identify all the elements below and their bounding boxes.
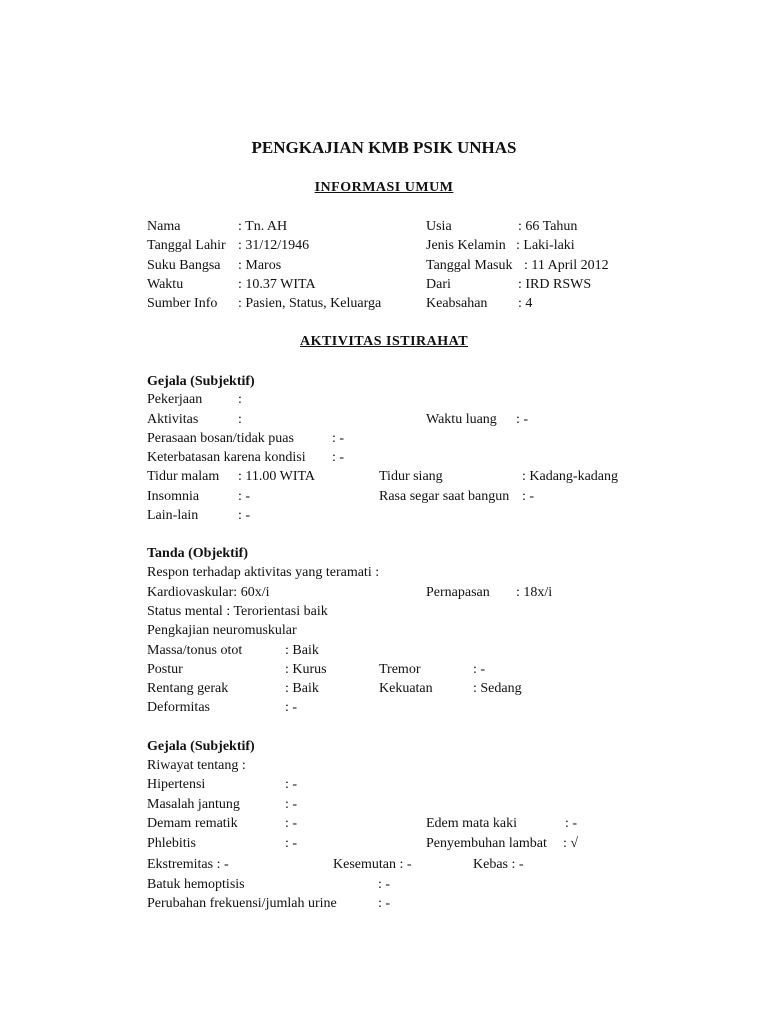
field-value-batuk-hemoptisis: : -: [378, 877, 391, 892]
field-label-hipertensi: Hipertensi: [147, 777, 206, 792]
field-label-sumber-info: Sumber Info: [147, 296, 218, 311]
field-label-keterbatasan: Keterbatasan karena kondisi: [147, 450, 306, 465]
field-label-suku-bangsa: Suku Bangsa: [147, 258, 221, 273]
field-label-rasa-segar: Rasa segar saat bangun: [379, 489, 510, 504]
field-kardiovaskular: Kardiovaskular: 60x/i: [147, 585, 270, 600]
field-label-perasaan-bosan: Perasaan bosan/tidak puas: [147, 431, 294, 446]
field-label-rentang-gerak: Rentang gerak: [147, 681, 229, 696]
respon-aktivitas-text: Respon terhadap aktivitas yang teramati :: [147, 565, 380, 580]
field-value-insomnia: : -: [238, 489, 251, 504]
field-label-jenis-kelamin: Jenis Kelamin: [426, 238, 506, 253]
field-label-waktu: Waktu: [147, 277, 184, 292]
field-label-penyembuhan-lambat: Penyembuhan lambat: [426, 836, 547, 851]
field-label-pekerjaan: Pekerjaan: [147, 392, 203, 407]
field-value-rentang-gerak: : Baik: [285, 681, 319, 696]
field-label-insomnia: Insomnia: [147, 489, 200, 504]
field-value-waktu-luang: : -: [516, 412, 529, 427]
field-value-nama: : Tn. AH: [238, 219, 288, 234]
field-label-masalah-jantung: Masalah jantung: [147, 797, 240, 812]
field-value-jenis-kelamin: : Laki-laki: [516, 238, 575, 253]
field-label-tidur-malam: Tidur malam: [147, 469, 220, 484]
field-label-lain-lain: Lain-lain: [147, 508, 199, 523]
field-value-waktu: : 10.37 WITA: [238, 277, 316, 292]
field-value-perubahan-urine: : -: [378, 896, 391, 911]
field-label-phlebitis: Phlebitis: [147, 836, 197, 851]
field-label-postur: Postur: [147, 662, 183, 677]
field-label-demam-rematik: Demam rematik: [147, 816, 238, 831]
field-value-perasaan-bosan: : -: [332, 431, 345, 446]
subheading-gejala-subjektif: Gejala (Subjektif): [147, 374, 255, 389]
field-value-aktivitas: :: [238, 412, 242, 427]
field-kebas: Kebas : -: [473, 857, 524, 872]
field-value-pernapasan: : 18x/i: [516, 585, 553, 600]
field-label-batuk-hemoptisis: Batuk hemoptisis: [147, 877, 245, 892]
field-label-massa-tonus: Massa/tonus otot: [147, 643, 243, 658]
field-value-demam-rematik: : -: [285, 816, 298, 831]
field-label-waktu-luang: Waktu luang: [426, 412, 497, 427]
field-value-hipertensi: : -: [285, 777, 298, 792]
field-label-dari: Dari: [426, 277, 451, 292]
field-label-nama: Nama: [147, 219, 181, 234]
field-kesemutan: Kesemutan : -: [333, 857, 412, 872]
field-value-deformitas: : -: [285, 700, 298, 715]
field-value-dari: : IRD RSWS: [518, 277, 592, 292]
field-value-penyembuhan-lambat: : √: [563, 836, 579, 851]
subheading-tanda-objektif: Tanda (Objektif): [147, 546, 249, 561]
field-value-suku-bangsa: : Maros: [238, 258, 282, 273]
field-label-perubahan-urine: Perubahan frekuensi/jumlah urine: [147, 896, 337, 911]
field-value-tanggal-lahir: : 31/12/1946: [238, 238, 310, 253]
field-label-aktivitas: Aktivitas: [147, 412, 199, 427]
field-label-tanggal-lahir: Tanggal Lahir: [147, 238, 226, 253]
field-value-edem-mata-kaki: : -: [565, 816, 578, 831]
field-label-tremor: Tremor: [379, 662, 421, 677]
subheading-gejala-subjektif-2: Gejala (Subjektif): [147, 739, 255, 754]
field-value-keabsahan: : 4: [518, 296, 533, 311]
document-title: PENGKAJIAN KMB PSIK UNHAS: [251, 138, 517, 157]
field-value-tanggal-masuk: : 11 April 2012: [524, 258, 609, 273]
field-label-tanggal-masuk: Tanggal Masuk: [426, 258, 513, 273]
field-label-edem-mata-kaki: Edem mata kaki: [426, 816, 517, 831]
section-heading-aktivitas-istirahat: AKTIVITAS ISTIRAHAT: [299, 334, 469, 349]
field-value-tremor: : -: [473, 662, 486, 677]
riwayat-tentang-text: Riwayat tentang :: [147, 758, 246, 773]
field-value-massa-tonus: : Baik: [285, 643, 319, 658]
field-value-masalah-jantung: : -: [285, 797, 298, 812]
section-heading-informasi-umum: INFORMASI UMUM: [314, 180, 454, 195]
field-value-rasa-segar: : -: [522, 489, 535, 504]
field-label-keabsahan: Keabsahan: [426, 296, 488, 311]
field-value-postur: : Kurus: [285, 662, 327, 677]
field-label-tidur-siang: Tidur siang: [379, 469, 443, 484]
field-ekstremitas: Ekstremitas : -: [147, 857, 229, 872]
field-value-tidur-malam: : 11.00 WITA: [238, 469, 316, 484]
field-label-deformitas: Deformitas: [147, 700, 210, 715]
field-value-sumber-info: : Pasien, Status, Keluarga: [238, 296, 382, 311]
field-value-usia: : 66 Tahun: [518, 219, 578, 234]
field-status-mental: Status mental : Terorientasi baik: [147, 604, 328, 619]
field-value-keterbatasan: : -: [332, 450, 345, 465]
field-value-kekuatan: : Sedang: [473, 681, 522, 696]
field-label-usia: Usia: [426, 219, 452, 234]
field-value-lain-lain: : -: [238, 508, 251, 523]
field-value-tidur-siang: : Kadang-kadang: [522, 469, 619, 484]
pengkajian-neuromuskular-text: Pengkajian neuromuskular: [147, 623, 297, 638]
field-value-phlebitis: : -: [285, 836, 298, 851]
field-value-pekerjaan: :: [238, 392, 242, 407]
field-label-pernapasan: Pernapasan: [426, 585, 490, 600]
field-label-kekuatan: Kekuatan: [379, 681, 433, 696]
